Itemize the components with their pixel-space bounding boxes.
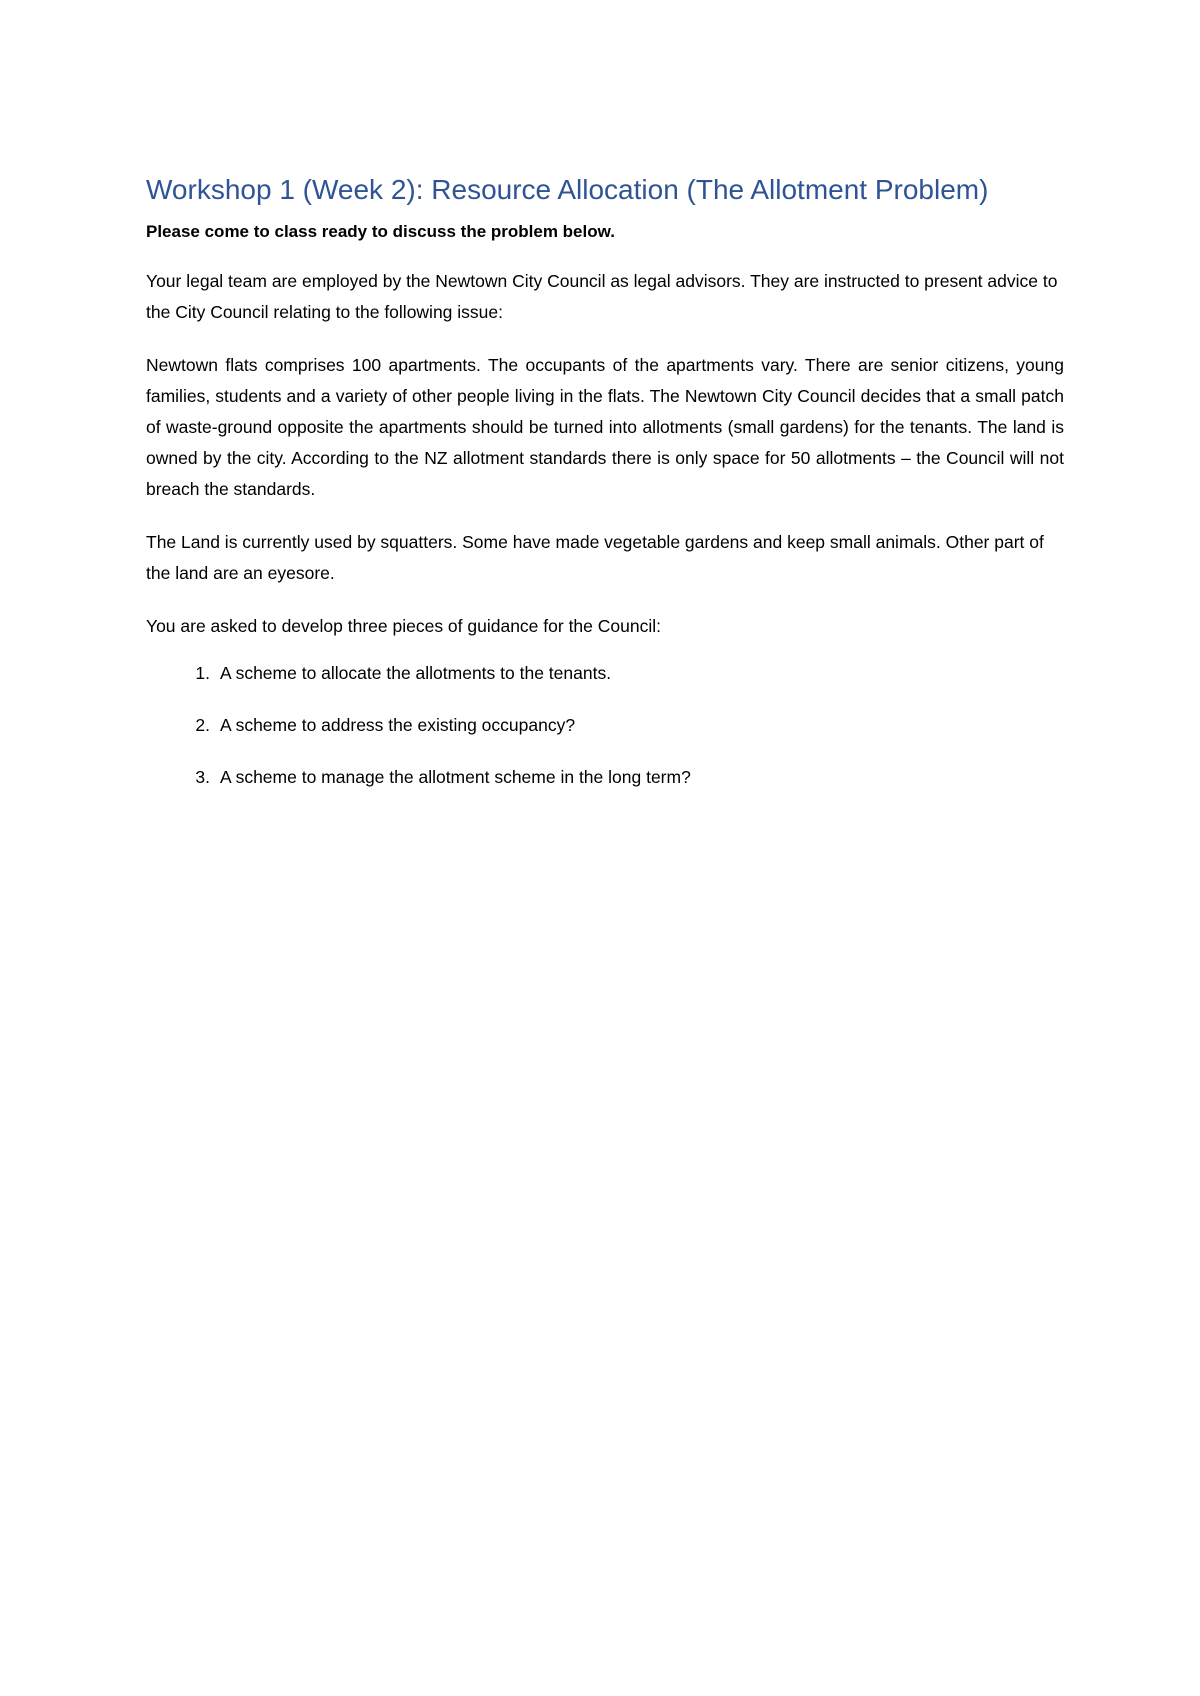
list-item-text: A scheme to allocate the allotments to the tenants. <box>220 663 612 683</box>
list-item-text: A scheme to manage the allotment scheme in the long term? <box>220 767 691 787</box>
list-item-number: 1. <box>195 663 210 683</box>
list-item-number: 3. <box>195 767 210 787</box>
instruction-subtitle: Please come to class ready to discuss the problem below. <box>146 222 615 241</box>
list-item <box>146 658 1064 689</box>
document-body <box>146 170 1064 814</box>
squatters-paragraph: The Land is currently used by squatters. Some have made vegetable gardens and keep small animals. Other part of the land are an eyesore. <box>146 532 1044 583</box>
task-list <box>146 658 1064 793</box>
scenario-paragraph: Newtown flats comprises 100 apartments. The occupants of the apartments vary. There are senior citizens, young families, students and a variety of other people living in the flats. The Newtown City Council decides that a small patch of waste-ground opposite the apartments should be turned into allotments (small gardens) for the tenants. The land is owned by the city. According to the NZ allotment standards there is only space for 50 allotments – the Council will not breach the standards. <box>146 355 1064 499</box>
intro-paragraph: Your legal team are employed by the Newtown City Council as legal advisors. They are instructed to present advice to the City Council relating to the following issue: <box>146 271 1058 322</box>
list-item <box>146 762 1064 793</box>
list-item <box>146 710 1064 741</box>
page-title: Workshop 1 (Week 2): Resource Allocation (The Allotment Problem) <box>146 174 989 205</box>
list-item-text: A scheme to address the existing occupancy? <box>220 715 576 735</box>
task-intro-paragraph: You are asked to develop three pieces of guidance for the Council: <box>146 616 661 636</box>
list-item-number: 2. <box>195 715 210 735</box>
